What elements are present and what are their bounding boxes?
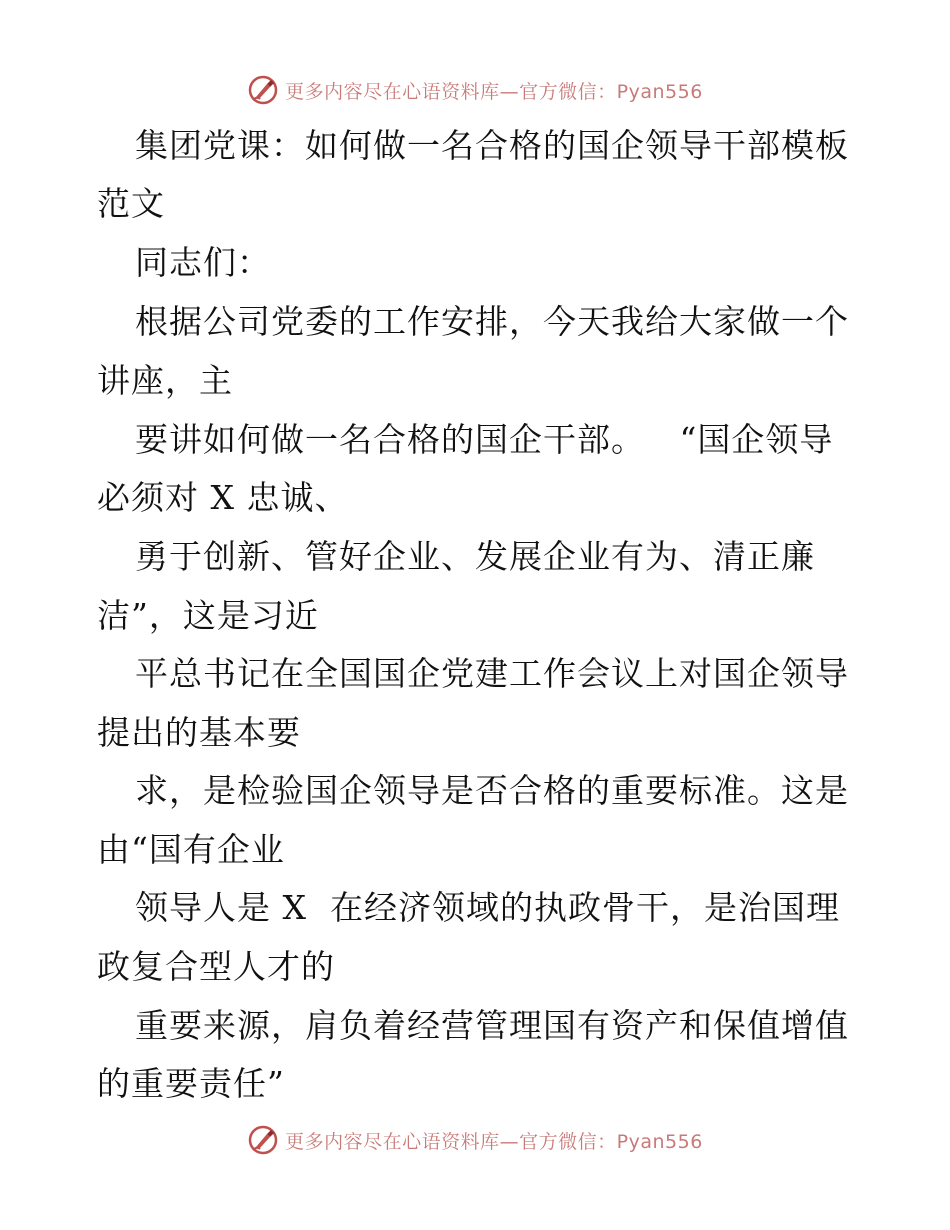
header-watermark xyxy=(0,72,950,108)
paragraph-line: 勇于创新、管好企业、发展企业有为、清正廉 xyxy=(135,537,815,576)
pen-circle-logo-icon xyxy=(247,74,279,106)
watermark-text: 更多内容尽在心语资料库—官方微信：Pyan556 xyxy=(285,1130,703,1153)
salutation: 同志们： xyxy=(135,243,271,282)
footer-watermark xyxy=(0,1122,950,1158)
watermark-text: 更多内容尽在心语资料库—官方微信：Pyan556 xyxy=(285,80,703,103)
paragraph-line: 提出的基本要 xyxy=(97,713,301,752)
paragraph-line: 政复合型人才的 xyxy=(97,947,335,986)
paragraph-line: 的重要责任” xyxy=(97,1064,285,1103)
paragraph-line: 必须对 X 忠诚、 xyxy=(97,478,349,517)
paragraph-line: 洁”，这是习近 xyxy=(97,596,319,635)
paragraph-line: 求，是检验国企领导是否合格的重要标准。这是 xyxy=(135,771,849,810)
paragraph-line: 平总书记在全国国企党建工作会议上对国企领导 xyxy=(135,654,849,693)
title-line-2: 范文 xyxy=(97,184,165,223)
paragraph-line: 要讲如何做一名合格的国企干部。 “国企领导 xyxy=(135,420,834,459)
paragraph-line: 领导人是 X 在经济领域的执政骨干，是治国理 xyxy=(135,888,840,927)
paragraph-line: 由“国有企业 xyxy=(97,830,285,869)
paragraph-line: 根据公司党委的工作安排，今天我给大家做一个 xyxy=(135,302,849,341)
title-line-1: 集团党课：如何做一名合格的国企领导干部模板 xyxy=(135,126,849,165)
pen-circle-logo-icon xyxy=(247,1124,279,1156)
paragraph-line: 讲座，主 xyxy=(97,361,233,400)
paragraph-line: 重要来源，肩负着经营管理国有资产和保值增值 xyxy=(135,1006,849,1045)
